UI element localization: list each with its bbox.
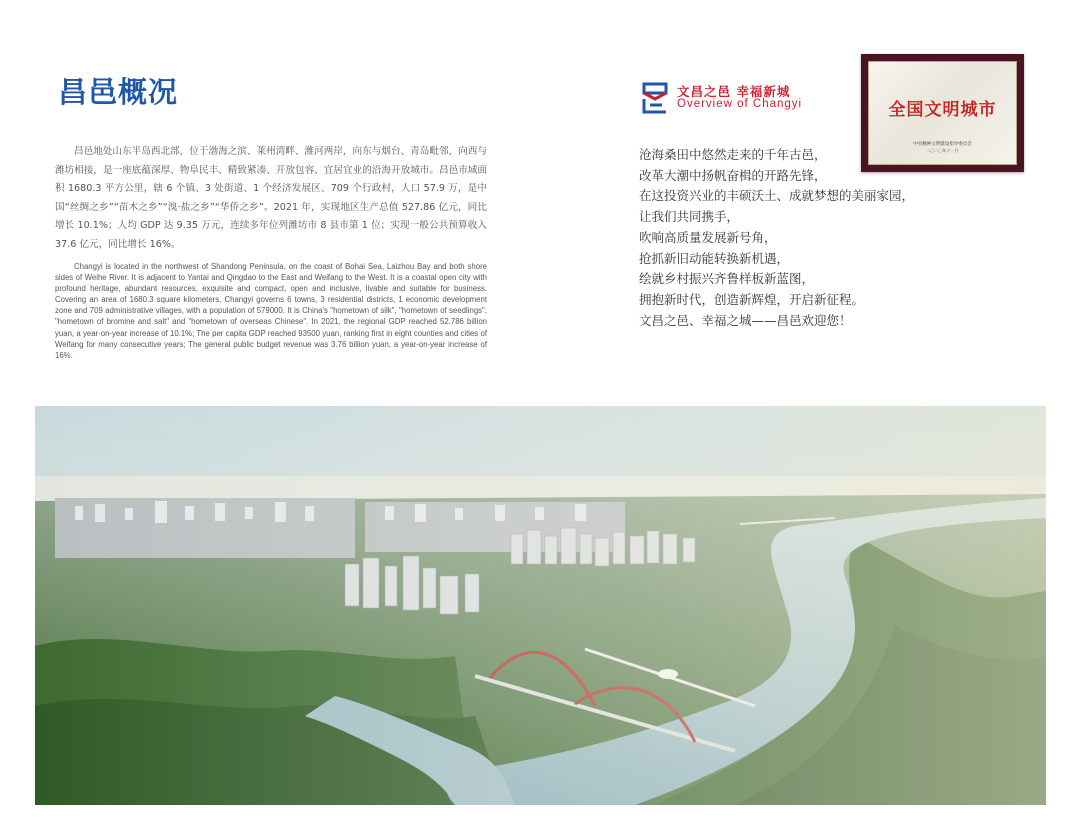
plaque-issuer: 中央精神文明建设指导委员会 [913,142,972,147]
poem-line: 改革大潮中扬帆奋楫的开路先锋， [639,167,827,183]
poem-line: 抢抓新旧动能转换新机遇， [639,250,790,266]
poem-line: 文昌之邑、幸福之城——昌邑欢迎您！ [639,312,852,328]
brand-block [640,82,860,118]
poem-line: 沧海桑田中悠然走来的千年古邑， [639,147,827,162]
plaque-date: 二〇二〇年十一月 [926,148,959,153]
aerial-illustration [35,406,1046,805]
poem-line: 绘就乡村振兴齐鲁样板新蓝图， [639,271,815,287]
changyi-logo-icon [640,82,670,114]
welcome-poem [639,145,914,331]
intro-chinese: 昌邑地处山东半岛西北部，位于渤海之滨、莱州湾畔、潍河两岸，向东与烟台、青岛毗邻，向西与潍坊相接，是一座底蕴深厚、物阜民丰、精致紧凑、开放包容、宜居宜业的沿海开放城市。昌邑市域面积 1680.3 平方公里，辖 6 个镇、3 处街道、1 个经济发展区、709 个行政村，人口 57.9 万，是中国“丝绸之乡”“苗木之乡”“溴·盐之乡”“华侨之乡”。2021 年，实现地区生产总值 527.86 亿元，同比增长 10.1%；人均 GDP 达 9.35 万元，连续多年位列潍坊市 8 县市第 1 位；实现一般公共预算收入 37.6 亿元，同比增长 16%。 [55,146,487,250]
poem-line: 让我们共同携手， [639,209,740,225]
plaque-title: 全国文明城市 [888,100,997,120]
city-aerial-photo [35,406,1046,805]
poem-line: 吹响高质量发展新号角， [639,229,777,245]
intro-english: Changyi is located in the northwest of Shandong Peninsula, on the coast of Bohai Sea, Laizhou Bay and both shore sides of Weihe River. It is adjacent to Yantai and Qingdao to the East and Weifang to the West. It is a coastal open city with profound heritage, abundant resources, exquisite and compact, open and inclusive, livable and suitable for business. Covering an area of 1680.3 square kilometers, Changyi governs 6 towns, 3 residential districts, 1 economic development zone and 709 administrative villages, with a population of 579000. It is China's "hometown of silk", "hometown of seedlings", "hometown of bromine and salt" and "hometown of overseas Chinese". In 2021, the regional GDP reached 52.786 billion yuan, a year-on-year increase of 10.1%; The per capita GDP reached 93500 yuan, ranking first in eight counties and cities of Weifang for many consecutive years; The general public budget revenue was 3.76 billion yuan, a year-on-year increase of 16%. [55,262,487,360]
brand-slogan: 文昌之邑 幸福新城 [677,84,791,99]
page-title: 昌邑概况 [58,75,179,109]
brand-english: Overview of Changyi [677,98,803,110]
poem-line: 拥抱新时代，创造新辉煌，开启新征程。 [639,291,865,307]
poem-line: 在这投资兴业的丰硕沃土、成就梦想的美丽家园， [639,188,915,204]
